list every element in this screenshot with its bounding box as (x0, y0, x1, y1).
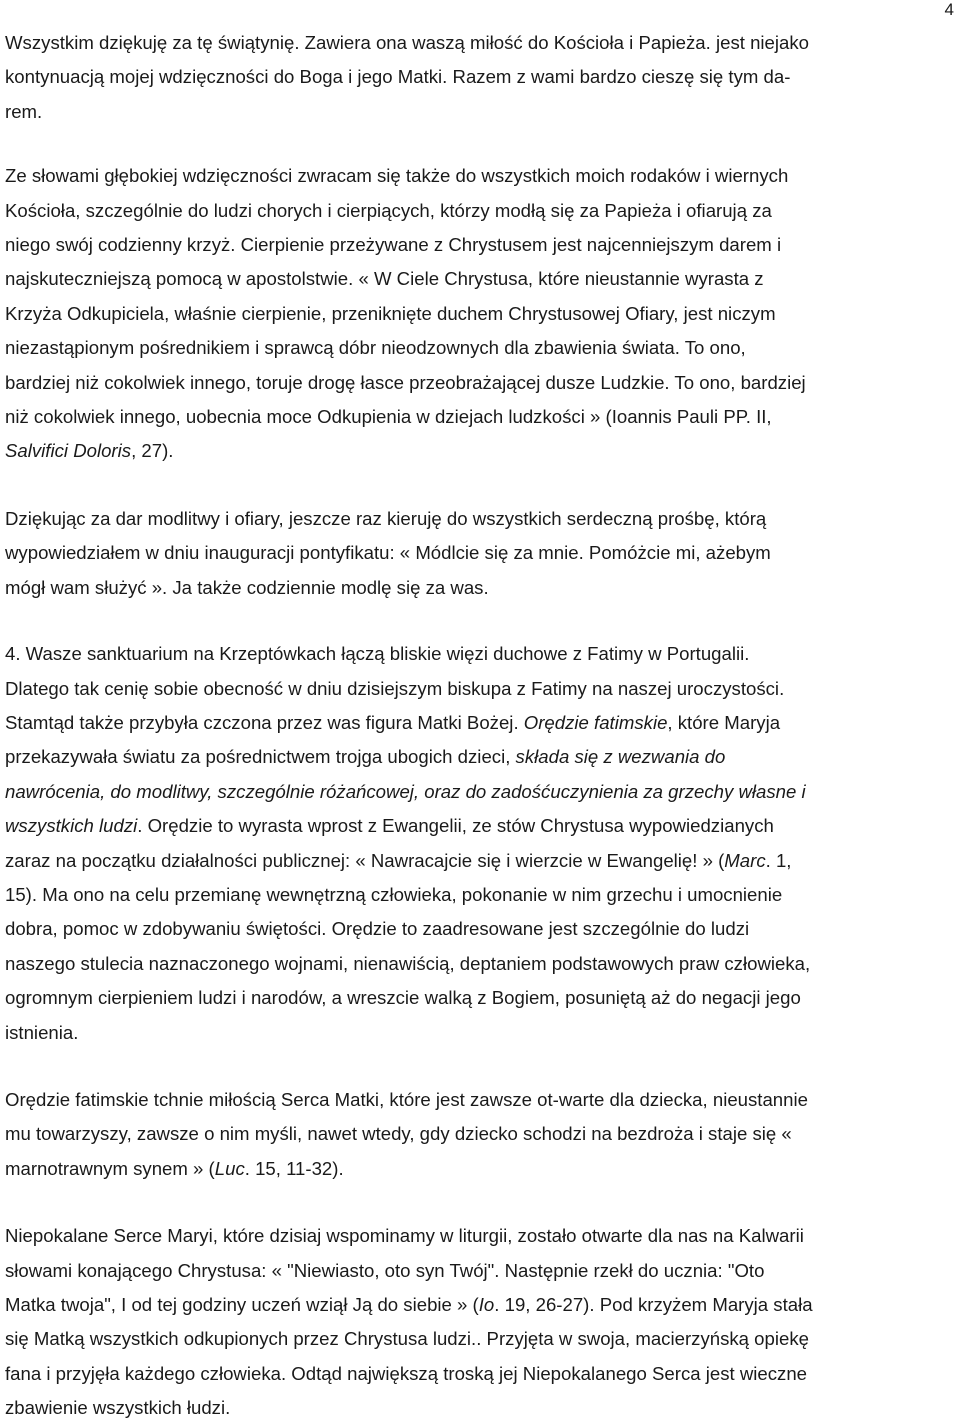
text-line: się Matką wszystkich odkupionych przez Chrystusa ludzi.. Przyjęta w swoja, macierzyńską opiekę (5, 1328, 809, 1350)
text-line: ogromnym cierpieniem ludzi i narodów, a wreszcie walką z Bogiem, posuniętą aż do negacji jego (5, 987, 801, 1009)
text-line: najskuteczniejszą pomocą w apostolstwie. « W Ciele Chrystusa, które nieustannie wyrasta z (5, 268, 764, 290)
text-line: dobra, pomoc w zdobywaniu świętości. Orędzie to zaadresowane jest szczególnie do ludzi (5, 918, 750, 940)
text-segment: Stamtąd także przybyła czczona przez was figura Matki Bożej. (5, 711, 524, 733)
italic-line: nawrócenia, do modlitwy, szczególnie różańcowej, oraz do zadośćuczynienia za grzechy własne i (5, 780, 806, 802)
text-segment: . 19, 26-27). Pod krzyżem Maryja stała (494, 1294, 813, 1315)
text-line: istnienia. (5, 1021, 79, 1043)
italic-phrase: składa się z wezwania do (515, 746, 726, 768)
italic-phrase: wszystkich ludzi (5, 815, 138, 837)
citation-title: Salvifici Doloris (5, 440, 132, 462)
text-segment: marnotrawnym synem » ( (5, 1157, 215, 1179)
text-segment: . Orędzie to wyrasta wprost z Ewangelii, ze stów Chrystusa wypowiedzianych (137, 815, 774, 837)
document-body (5, 26, 957, 1426)
paragraph-immaculate-heart (5, 1219, 957, 1425)
text-line: fana i przyjęła każdego człowieka. Odtąd największą troską jej Niepokalanego Serca jest wieczne (5, 1362, 808, 1384)
text-line: niż cokolwiek innego, uobecnia moce Odkupienia w dziejach ludzkości » (Ioannis Pauli PP. II, (5, 406, 772, 428)
paragraph-prayer-request (5, 502, 957, 605)
text-line: naszego stulecia naznaczonego wojnami, nienawiścią, deptaniem podstawowych praw człowieka, (5, 952, 811, 974)
text-line (5, 815, 774, 836)
text-line: słowami konającego Chrystusa: « "Niewiasto, oto syn Twój". Następnie rzekł do ucznia: "Oto (5, 1259, 765, 1281)
citation-abbrev: Marc (724, 849, 766, 871)
text-line: rem. (5, 100, 43, 122)
text-line: Dziękując za dar modlitwy i ofiary, jeszcze raz kieruję do wszystkich serdeczną prośbę, którą (5, 507, 767, 529)
text-line: wypowiedziałem w dniu inauguracji pontyfikatu: « Módlcie się za mnie. Pomóżcie mi, ażebym (5, 542, 771, 564)
text-line: Kościoła, szczególnie do ludzi chorych i cierpiących, którzy modłą się za Papieża i ofiarują za (5, 199, 772, 221)
text-line: Orędzie fatimskie tchnie miłością Serca Matki, które jest zawsze ot-warte dla dziecka, nieustannie (5, 1088, 808, 1110)
text-line: Ze słowami głębokiej wdzięczności zwracam się także do wszystkich moich rodaków i wiernych (5, 165, 789, 187)
text-line: Niepokalane Serce Maryi, które dzisiaj wspominamy w liturgii, zostało otwarte dla nas na Kalwarii (5, 1225, 804, 1247)
text-line: mu towarzyszy, zawsze o nim myśli, nawet wtedy, gdy dziecko schodzi na bezdroża i staje się « (5, 1123, 792, 1145)
paragraph-fatima-sanctuary (5, 637, 957, 1050)
citation-rest: , 27). (131, 440, 174, 462)
text-line: mógł wam służyć ». Ja także codziennie modlę się za was. (5, 576, 489, 598)
text-line (5, 850, 791, 871)
text-line: Wszystkim dziękuję za tę świątynię. Zawiera ona waszą miłość do Kościoła i Papieża. jest niejako (5, 32, 809, 53)
text-line: 4. Wasze sanktuarium na Krzeptówkach łączą bliskie więzi duchowe z Fatimy w Portugalii. (5, 643, 750, 665)
text-segment: , które Maryja (667, 711, 781, 733)
paragraph-suffering (5, 159, 957, 469)
text-line: 15). Ma ono na celu przemianę wewnętrzną człowieka, pokonanie w nim grzechu i umocnienie (5, 883, 783, 905)
page-number: 4 (944, 0, 954, 19)
text-segment: . 15, 11-32). (244, 1157, 344, 1179)
text-line (5, 1158, 344, 1179)
citation-abbrev: Io (478, 1294, 495, 1315)
text-line: niezastąpionym pośrednikiem i sprawcą dóbr nieodzownych dla zbawienia świata. To ono, (5, 337, 746, 359)
text-line: Dlatego tak cenię sobie obecność w dniu dzisiejszym biskupa z Fatimy na naszej uroczystości. (5, 677, 785, 699)
text-segment: przekazywała światu za pośrednictwem trojga ubogich dzieci, (5, 746, 516, 768)
text-line: Krzyża Odkupiciela, właśnie cierpienie, przeniknięte duchem Chrystusowej Ofiary, jest niczym (5, 302, 776, 324)
paragraph-thanks-temple (5, 26, 957, 129)
text-line (5, 746, 725, 767)
text-segment: Matka twoja", I od tej godziny uczeń wziął Ją do siebie » ( (5, 1294, 479, 1315)
text-line: bardziej niż cokolwiek innego, toruje drogę łasce przeobrażającej dusze Ludzkie. To ono, bardziej (5, 371, 806, 393)
text-line (5, 1294, 813, 1315)
text-line (5, 712, 780, 733)
text-segment: . 1, (765, 849, 792, 871)
paragraph-mother-heart (5, 1083, 957, 1186)
citation-abbrev: Luc (214, 1157, 245, 1179)
text-line: kontynuacją mojej wdzięczności do Boga i jego Matki. Razem z wami bardzo cieszę się tym da- (5, 66, 791, 88)
text-line: niego swój codzienny krzyż. Cierpienie przeżywane z Chrystusem jest najcenniejszym darem i (5, 234, 782, 256)
text-line: zbawienie wszystkich łudzi. (5, 1397, 231, 1419)
italic-phrase: Orędzie fatimskie (523, 711, 668, 733)
text-segment: zaraz na początku działalności publicznej: « Nawracajcie się i wierzcie w Ewangelię! » ( (5, 849, 725, 871)
